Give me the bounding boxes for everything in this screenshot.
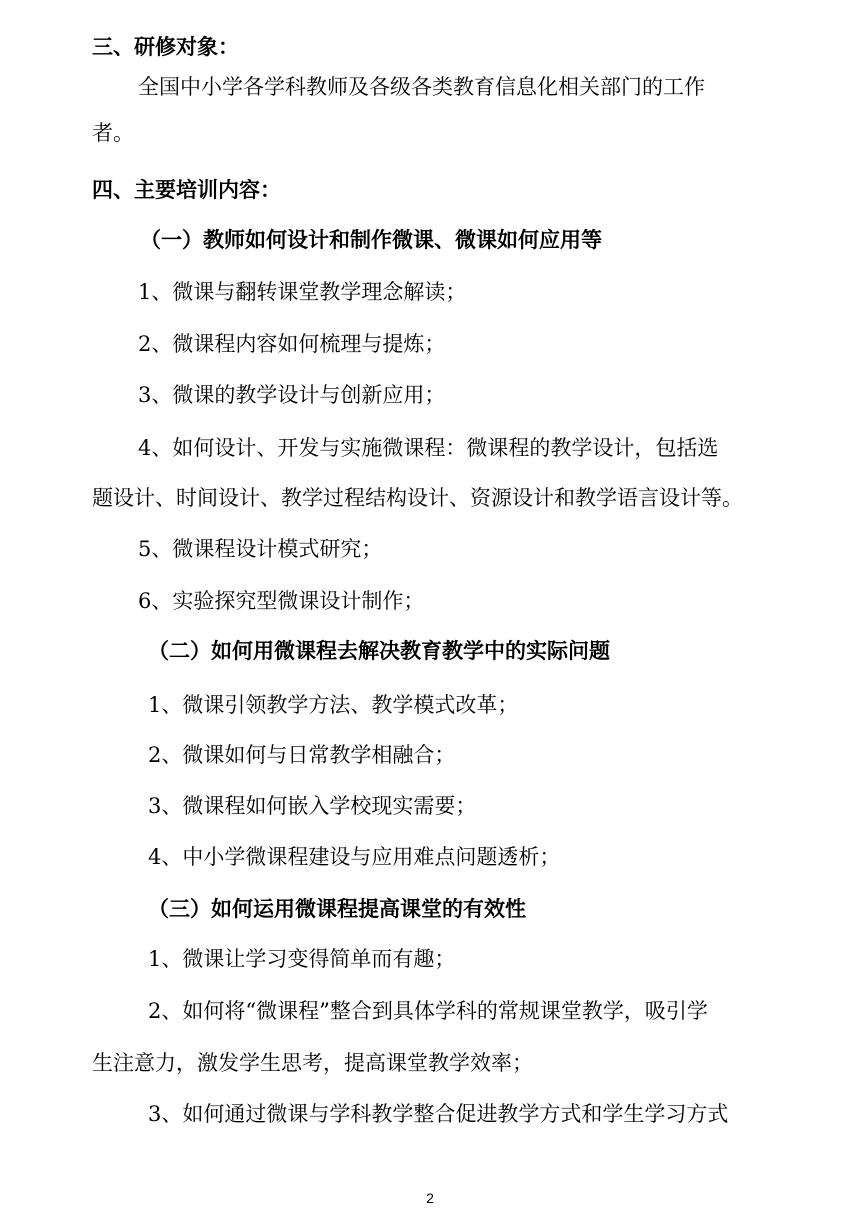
subsection-3-item-2-line-1: 2、如何将“微课程”整合到具体学科的常规课堂教学，吸引学: [148, 999, 708, 1023]
subsection-2-item-3: 3、微课程如何嵌入学校现实需要；: [148, 794, 477, 818]
subsection-1-item-4-line-2: 题设计、时间设计、教学过程结构设计、资源设计和教学语言设计等。: [92, 486, 743, 510]
subsection-1-item-5: 5、微课程设计模式研究；: [138, 537, 383, 561]
subsection-2-item-1: 1、微课引领教学方法、教学模式改革；: [148, 693, 519, 717]
subsection-3-heading: （三）如何运用微课程提高课堂的有效性: [148, 897, 526, 921]
section-3-paragraph-line-1: 全国中小学各学科教师及各级各类教育信息化相关部门的工作: [138, 75, 705, 99]
subsection-1-item-2: 2、微课程内容如何梳理与提炼；: [138, 332, 446, 356]
page-number: 2: [426, 1190, 434, 1206]
subsection-1-item-3: 3、微课的教学设计与创新应用；: [138, 383, 446, 407]
section-3-heading: 三、研修对象：: [92, 35, 239, 59]
subsection-2-heading: （二）如何用微课程去解决教育教学中的实际问题: [148, 639, 610, 663]
subsection-1-item-6: 6、实验探究型微课设计制作；: [138, 589, 425, 613]
subsection-1-item-4-line-1: 4、如何设计、开发与实施微课程：微课程的教学设计，包括选: [138, 436, 719, 460]
subsection-3-item-1: 1、微课让学习变得简单而有趣；: [148, 947, 456, 971]
subsection-2-item-2: 2、微课如何与日常教学相融合；: [148, 743, 456, 767]
subsection-1-heading: （一）教师如何设计和制作微课、微课如何应用等: [140, 228, 602, 252]
subsection-2-item-4: 4、中小学微课程建设与应用难点问题透析；: [148, 845, 561, 869]
subsection-3-item-3-line-1: 3、如何通过微课与学科教学整合促进教学方式和学生学习方式: [148, 1102, 729, 1126]
section-3-paragraph-line-2: 者。: [92, 121, 134, 145]
section-4-heading: 四、主要培训内容：: [92, 178, 281, 202]
subsection-3-item-2-line-2: 生注意力，激发学生思考，提高课堂教学效率；: [92, 1051, 533, 1075]
subsection-1-item-1: 1、微课与翻转课堂教学理念解读；: [138, 280, 467, 304]
